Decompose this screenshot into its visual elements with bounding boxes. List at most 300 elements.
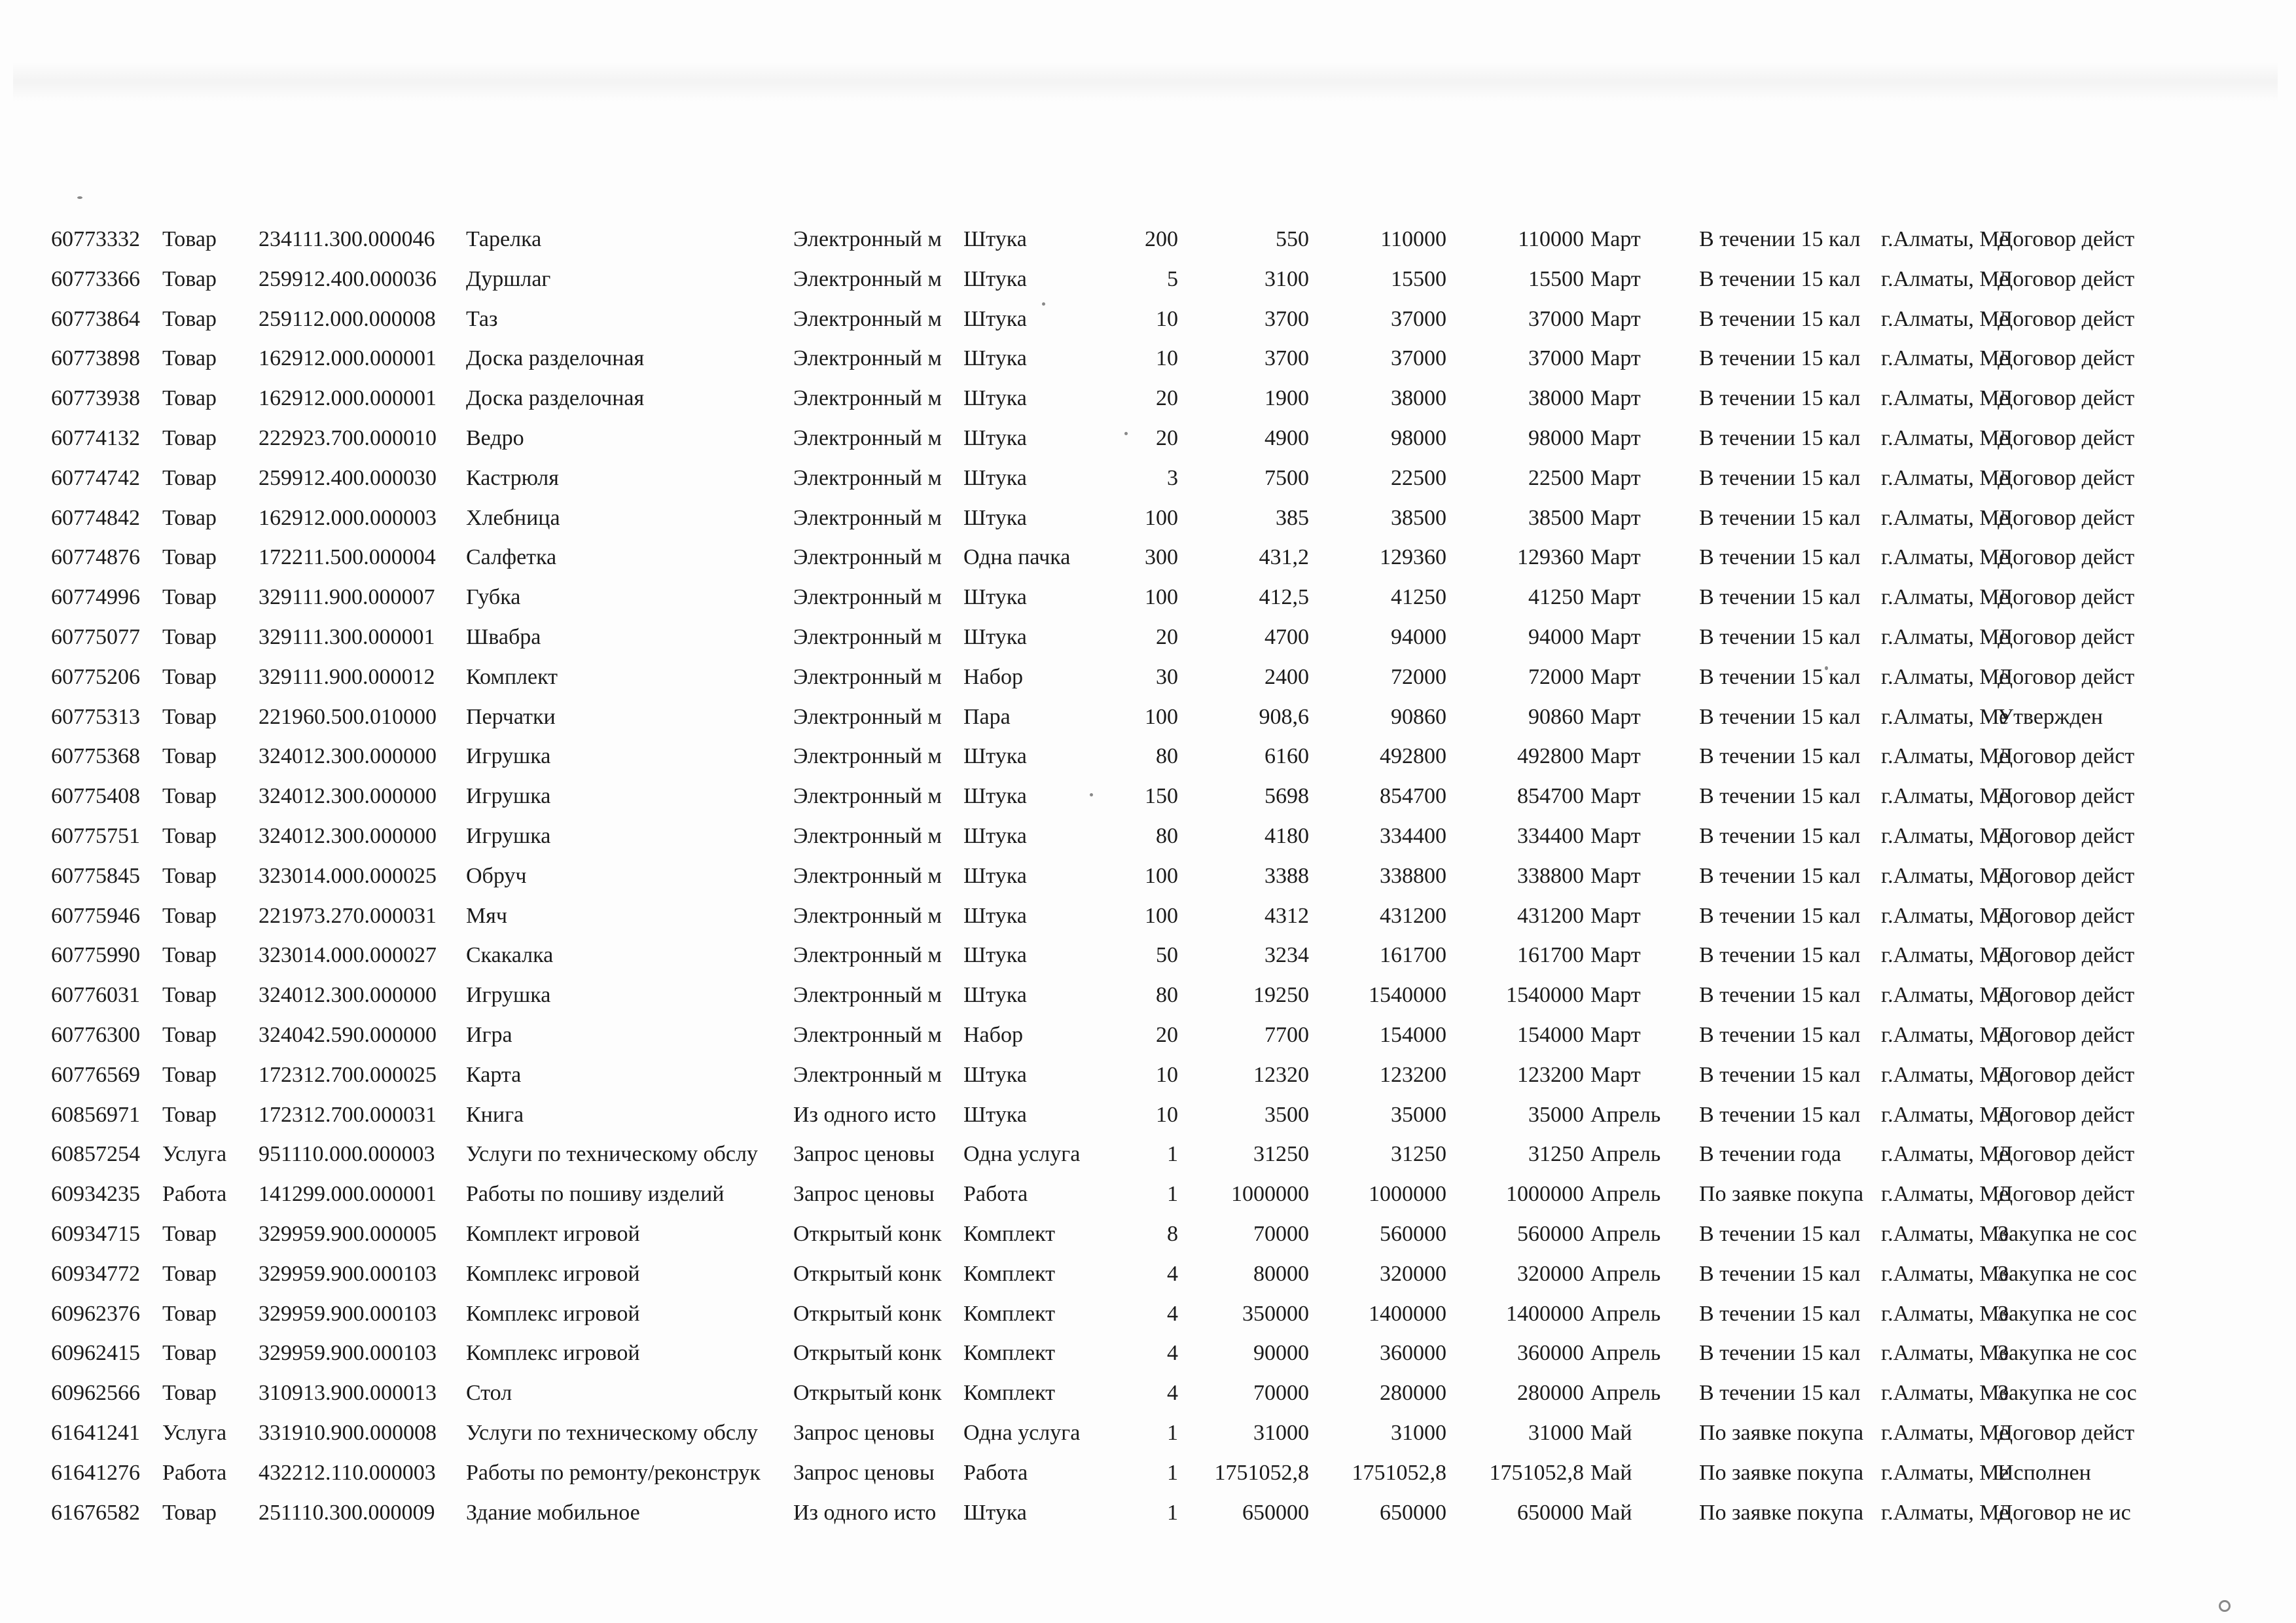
table-row: [0, 1015, 2296, 1055]
total-amount-cell: 154000: [1380, 1022, 1446, 1047]
planned-amount-cell: 98000: [1528, 425, 1584, 450]
quantity-cell: 1: [1167, 1142, 1178, 1167]
table-row: [0, 816, 2296, 856]
item-type-cell: Товар: [162, 386, 217, 411]
procurement-method-cell: Электронный м: [793, 784, 942, 809]
month-cell: Апрель: [1590, 1142, 1661, 1167]
item-type-cell: Товар: [162, 744, 217, 769]
item-name-cell: Доска разделочная: [466, 346, 645, 371]
status-cell: Договор дейст: [1998, 266, 2135, 291]
table-row: [0, 1333, 2296, 1373]
table-row: [0, 577, 2296, 617]
item-type-cell: Товар: [162, 1261, 217, 1286]
month-cell: Апрель: [1590, 1301, 1661, 1326]
delivery-place-cell: г.Алматы, Ме: [1881, 465, 2009, 490]
quantity-cell: 300: [1145, 545, 1178, 570]
unit-of-measure-cell: Пара: [963, 704, 1011, 729]
delivery-place-cell: г.Алматы, Ме: [1881, 784, 2009, 809]
lot-id-cell: 60775077: [51, 624, 140, 649]
quantity-cell: 30: [1156, 664, 1178, 689]
total-amount-cell: 110000: [1380, 227, 1446, 251]
delivery-place-cell: г.Алматы, Ме: [1881, 1381, 2009, 1406]
unit-price-cell: 3388: [1265, 863, 1309, 888]
item-type-cell: Товар: [162, 1022, 217, 1047]
table-row: [0, 1095, 2296, 1135]
lot-id-cell: 60773938: [51, 386, 140, 411]
lot-id-cell: 60934772: [51, 1261, 140, 1286]
table-row: [0, 1413, 2296, 1453]
item-name-cell: Комплекс игровой: [466, 1301, 640, 1326]
table-row: [0, 896, 2296, 936]
delivery-term-cell: В течении 15 кал: [1699, 1062, 1861, 1087]
delivery-place-cell: г.Алматы, Ме: [1881, 903, 2009, 928]
delivery-term-cell: В течении 15 кал: [1699, 346, 1861, 371]
scan-artifact: [13, 62, 2278, 101]
lot-id-cell: 61676582: [51, 1500, 140, 1525]
item-code-cell: 324012.300.000000: [259, 983, 437, 1008]
table-row: [0, 1174, 2296, 1214]
unit-price-cell: 3700: [1265, 306, 1309, 331]
table-row: [0, 935, 2296, 975]
planned-amount-cell: 154000: [1517, 1022, 1584, 1047]
total-amount-cell: 854700: [1380, 784, 1446, 809]
delivery-term-cell: По заявке покупа: [1699, 1420, 1864, 1445]
item-code-cell: 259912.400.000036: [259, 266, 437, 291]
planned-amount-cell: 360000: [1517, 1341, 1584, 1366]
unit-of-measure-cell: Штука: [963, 983, 1027, 1008]
delivery-place-cell: г.Алматы, Ме: [1881, 545, 2009, 570]
item-type-cell: Товар: [162, 983, 217, 1008]
month-cell: Апрель: [1590, 1261, 1661, 1286]
delivery-place-cell: г.Алматы, Ме: [1881, 386, 2009, 411]
unit-of-measure-cell: Штука: [963, 1102, 1027, 1127]
item-name-cell: Кастрюля: [466, 465, 559, 490]
item-code-cell: 324042.590.000000: [259, 1022, 437, 1047]
unit-price-cell: 650000: [1242, 1500, 1309, 1525]
status-cell: Договор дейст: [1998, 1142, 2135, 1167]
item-code-cell: 162912.000.000001: [259, 346, 437, 371]
quantity-cell: 20: [1156, 425, 1178, 450]
procurement-method-cell: Электронный м: [793, 823, 942, 848]
procurement-method-cell: Электронный м: [793, 266, 942, 291]
status-cell: Договор дейст: [1998, 1062, 2135, 1087]
item-type-cell: Товар: [162, 585, 217, 610]
unit-of-measure-cell: Комплект: [963, 1261, 1056, 1286]
lot-id-cell: 60773332: [51, 227, 140, 251]
status-cell: Закупка не сос: [1998, 1301, 2137, 1326]
month-cell: Апрель: [1590, 1341, 1661, 1366]
quantity-cell: 50: [1156, 943, 1178, 968]
unit-price-cell: 908,6: [1259, 704, 1309, 729]
item-name-cell: Губка: [466, 585, 521, 610]
item-name-cell: Доска разделочная: [466, 386, 645, 411]
planned-amount-cell: 650000: [1517, 1500, 1584, 1525]
delivery-place-cell: г.Алматы, Ме: [1881, 306, 2009, 331]
unit-of-measure-cell: Одна услуга: [963, 1142, 1081, 1167]
quantity-cell: 10: [1156, 346, 1178, 371]
total-amount-cell: 1751052,8: [1352, 1460, 1446, 1485]
planned-amount-cell: 1000000: [1506, 1182, 1584, 1207]
unit-of-measure-cell: Штука: [963, 266, 1027, 291]
item-code-cell: 951110.000.000003: [259, 1142, 435, 1167]
lot-id-cell: 60775408: [51, 784, 140, 809]
month-cell: Март: [1590, 704, 1641, 729]
delivery-term-cell: В течении 15 кал: [1699, 664, 1861, 689]
unit-of-measure-cell: Работа: [963, 1460, 1028, 1485]
delivery-term-cell: В течении 15 кал: [1699, 1022, 1861, 1047]
unit-price-cell: 3700: [1265, 346, 1309, 371]
delivery-term-cell: В течении 15 кал: [1699, 784, 1861, 809]
unit-of-measure-cell: Штука: [963, 306, 1027, 331]
unit-of-measure-cell: Штука: [963, 465, 1027, 490]
status-cell: Договор дейст: [1998, 823, 2135, 848]
procurement-method-cell: Электронный м: [793, 306, 942, 331]
total-amount-cell: 37000: [1391, 346, 1446, 371]
table-row: [0, 1294, 2296, 1334]
delivery-place-cell: г.Алматы, Ме: [1881, 664, 2009, 689]
lot-id-cell: 60774132: [51, 425, 140, 450]
lot-id-cell: 60934715: [51, 1221, 140, 1246]
table-row: [0, 1453, 2296, 1493]
item-code-cell: 323014.000.000025: [259, 863, 437, 888]
total-amount-cell: 15500: [1391, 266, 1446, 291]
procurement-method-cell: Запрос ценовы: [793, 1420, 935, 1445]
table-row: [0, 219, 2296, 259]
month-cell: Март: [1590, 664, 1641, 689]
procurement-method-cell: Запрос ценовы: [793, 1182, 935, 1207]
month-cell: Апрель: [1590, 1182, 1661, 1207]
planned-amount-cell: 37000: [1528, 346, 1584, 371]
item-type-cell: Товар: [162, 1102, 217, 1127]
delivery-place-cell: г.Алматы, Ме: [1881, 1261, 2009, 1286]
quantity-cell: 4: [1167, 1261, 1178, 1286]
item-code-cell: 221973.270.000031: [259, 903, 437, 928]
unit-price-cell: 12320: [1253, 1062, 1309, 1087]
quantity-cell: 4: [1167, 1381, 1178, 1406]
item-type-cell: Товар: [162, 823, 217, 848]
item-code-cell: 324012.300.000000: [259, 823, 437, 848]
lot-id-cell: 60962376: [51, 1301, 140, 1326]
delivery-place-cell: г.Алматы, Ме: [1881, 1301, 2009, 1326]
total-amount-cell: 431200: [1380, 903, 1446, 928]
delivery-place-cell: г.Алматы, Ме: [1881, 1420, 2009, 1445]
total-amount-cell: 161700: [1380, 943, 1446, 968]
unit-of-measure-cell: Набор: [963, 1022, 1023, 1047]
unit-price-cell: 4312: [1265, 903, 1309, 928]
unit-price-cell: 3500: [1265, 1102, 1309, 1127]
table-row: [0, 1214, 2296, 1254]
planned-amount-cell: 37000: [1528, 306, 1584, 331]
table-row: [0, 697, 2296, 737]
table-row: [0, 617, 2296, 657]
month-cell: Март: [1590, 266, 1641, 291]
table-row: [0, 1055, 2296, 1095]
procurement-method-cell: Из одного исто: [793, 1500, 937, 1525]
item-code-cell: 329959.900.000103: [259, 1341, 437, 1366]
quantity-cell: 150: [1145, 784, 1178, 809]
unit-of-measure-cell: Одна услуга: [963, 1420, 1081, 1445]
status-cell: Договор дейст: [1998, 624, 2135, 649]
item-type-cell: Товар: [162, 227, 217, 251]
delivery-place-cell: г.Алматы, Ме: [1881, 744, 2009, 769]
delivery-place-cell: г.Алматы, Ме: [1881, 227, 2009, 251]
lot-id-cell: 60776031: [51, 983, 140, 1008]
quantity-cell: 8: [1167, 1221, 1178, 1246]
status-cell: Договор дейст: [1998, 1182, 2135, 1207]
unit-of-measure-cell: Штука: [963, 903, 1027, 928]
planned-amount-cell: 492800: [1517, 744, 1584, 769]
month-cell: Март: [1590, 784, 1641, 809]
lot-id-cell: 61641276: [51, 1460, 140, 1485]
item-name-cell: Обруч: [466, 863, 527, 888]
lot-id-cell: 60774876: [51, 545, 140, 570]
month-cell: Апрель: [1590, 1221, 1661, 1246]
item-type-cell: Товар: [162, 505, 217, 530]
status-cell: Закупка не сос: [1998, 1381, 2137, 1406]
lot-id-cell: 60776569: [51, 1062, 140, 1087]
lot-id-cell: 60775990: [51, 943, 140, 968]
unit-price-cell: 1900: [1265, 386, 1309, 411]
item-name-cell: Игра: [466, 1022, 512, 1047]
month-cell: Март: [1590, 227, 1641, 251]
procurement-method-cell: Электронный м: [793, 903, 942, 928]
item-type-cell: Товар: [162, 903, 217, 928]
procurement-method-cell: Электронный м: [793, 346, 942, 371]
item-name-cell: Игрушка: [466, 983, 551, 1008]
procurement-method-cell: Электронный м: [793, 624, 942, 649]
unit-of-measure-cell: Штука: [963, 346, 1027, 371]
total-amount-cell: 650000: [1380, 1500, 1446, 1525]
total-amount-cell: 31250: [1391, 1142, 1446, 1167]
procurement-method-cell: Открытый конк: [793, 1261, 942, 1286]
delivery-place-cell: г.Алматы, Ме: [1881, 704, 2009, 729]
delivery-place-cell: г.Алматы, Ме: [1881, 1341, 2009, 1366]
unit-of-measure-cell: Набор: [963, 664, 1023, 689]
planned-amount-cell: 560000: [1517, 1221, 1584, 1246]
lot-id-cell: 60934235: [51, 1182, 140, 1207]
procurement-method-cell: Электронный м: [793, 744, 942, 769]
unit-of-measure-cell: Штука: [963, 386, 1027, 411]
delivery-place-cell: г.Алматы, Ме: [1881, 1221, 2009, 1246]
item-code-cell: 259112.000.000008: [259, 306, 436, 331]
planned-amount-cell: 31000: [1528, 1420, 1584, 1445]
status-cell: Договор дейст: [1998, 346, 2135, 371]
procurement-method-cell: Открытый конк: [793, 1381, 942, 1406]
delivery-term-cell: По заявке покупа: [1699, 1500, 1864, 1525]
total-amount-cell: 72000: [1391, 664, 1446, 689]
delivery-place-cell: г.Алматы, Ме: [1881, 983, 2009, 1008]
quantity-cell: 1: [1167, 1460, 1178, 1485]
quantity-cell: 100: [1145, 585, 1178, 610]
planned-amount-cell: 161700: [1517, 943, 1584, 968]
month-cell: Март: [1590, 306, 1641, 331]
delivery-term-cell: В течении 15 кал: [1699, 744, 1861, 769]
delivery-place-cell: г.Алматы, Ме: [1881, 624, 2009, 649]
total-amount-cell: 360000: [1380, 1341, 1446, 1366]
planned-amount-cell: 15500: [1528, 266, 1584, 291]
item-name-cell: Мяч: [466, 903, 507, 928]
quantity-cell: 1: [1167, 1500, 1178, 1525]
unit-price-cell: 3100: [1265, 266, 1309, 291]
total-amount-cell: 129360: [1380, 545, 1446, 570]
table-row: [0, 736, 2296, 776]
planned-amount-cell: 320000: [1517, 1261, 1584, 1286]
total-amount-cell: 492800: [1380, 744, 1446, 769]
item-code-cell: 162912.000.000001: [259, 386, 437, 411]
lot-id-cell: 60774996: [51, 585, 140, 610]
table-row: [0, 776, 2296, 816]
total-amount-cell: 22500: [1391, 465, 1446, 490]
procurement-method-cell: Электронный м: [793, 386, 942, 411]
item-code-cell: 329959.900.000103: [259, 1261, 437, 1286]
unit-price-cell: 1751052,8: [1214, 1460, 1309, 1485]
status-cell: Закупка не сос: [1998, 1261, 2137, 1286]
procurement-method-cell: Электронный м: [793, 863, 942, 888]
status-cell: Закупка не сос: [1998, 1221, 2137, 1246]
item-name-cell: Книга: [466, 1102, 524, 1127]
item-type-cell: Товар: [162, 784, 217, 809]
quantity-cell: 20: [1156, 624, 1178, 649]
total-amount-cell: 123200: [1380, 1062, 1446, 1087]
status-cell: Договор дейст: [1998, 903, 2135, 928]
delivery-place-cell: г.Алматы, Ме: [1881, 1062, 2009, 1087]
delivery-place-cell: г.Алматы, Ме: [1881, 1022, 2009, 1047]
total-amount-cell: 98000: [1391, 425, 1446, 450]
total-amount-cell: 35000: [1391, 1102, 1446, 1127]
delivery-place-cell: г.Алматы, Ме: [1881, 1460, 2009, 1485]
unit-price-cell: 4700: [1265, 624, 1309, 649]
table-row: [0, 299, 2296, 339]
quantity-cell: 80: [1156, 983, 1178, 1008]
delivery-term-cell: В течении 15 кал: [1699, 505, 1861, 530]
total-amount-cell: 38000: [1391, 386, 1446, 411]
delivery-place-cell: г.Алматы, Ме: [1881, 823, 2009, 848]
item-name-cell: Игрушка: [466, 784, 551, 809]
item-type-cell: Товар: [162, 346, 217, 371]
item-type-cell: Товар: [162, 1341, 217, 1366]
total-amount-cell: 90860: [1391, 704, 1446, 729]
delivery-place-cell: г.Алматы, Ме: [1881, 1500, 2009, 1525]
item-name-cell: Комплект: [466, 664, 558, 689]
planned-amount-cell: 72000: [1528, 664, 1584, 689]
delivery-term-cell: В течении 15 кал: [1699, 545, 1861, 570]
status-cell: Договор дейст: [1998, 425, 2135, 450]
lot-id-cell: 60775368: [51, 744, 140, 769]
lot-id-cell: 60773864: [51, 306, 140, 331]
status-cell: Договор дейст: [1998, 784, 2135, 809]
unit-of-measure-cell: Работа: [963, 1182, 1028, 1207]
total-amount-cell: 320000: [1380, 1261, 1446, 1286]
quantity-cell: 20: [1156, 386, 1178, 411]
quantity-cell: 4: [1167, 1301, 1178, 1326]
item-type-cell: Товар: [162, 266, 217, 291]
quantity-cell: 100: [1145, 704, 1178, 729]
delivery-term-cell: В течении 15 кал: [1699, 1301, 1861, 1326]
total-amount-cell: 37000: [1391, 306, 1446, 331]
unit-price-cell: 5698: [1265, 784, 1309, 809]
quantity-cell: 5: [1167, 266, 1178, 291]
delivery-place-cell: г.Алматы, Ме: [1881, 1142, 2009, 1167]
status-cell: Договор не ис: [1998, 1500, 2131, 1525]
table-row: [0, 856, 2296, 896]
planned-amount-cell: 854700: [1517, 784, 1584, 809]
quantity-cell: 100: [1145, 863, 1178, 888]
item-code-cell: 259912.400.000030: [259, 465, 437, 490]
item-type-cell: Товар: [162, 704, 217, 729]
lot-id-cell: 60962415: [51, 1341, 140, 1366]
delivery-term-cell: В течении года: [1699, 1142, 1842, 1167]
table-row: [0, 1493, 2296, 1533]
month-cell: Март: [1590, 425, 1641, 450]
unit-price-cell: 6160: [1265, 744, 1309, 769]
item-type-cell: Товар: [162, 545, 217, 570]
item-name-cell: Салфетка: [466, 545, 557, 570]
item-name-cell: Услуги по техническому обслу: [466, 1420, 758, 1445]
unit-price-cell: 350000: [1242, 1301, 1309, 1326]
delivery-place-cell: г.Алматы, Ме: [1881, 1102, 2009, 1127]
item-name-cell: Карта: [466, 1062, 522, 1087]
procurement-method-cell: Из одного исто: [793, 1102, 937, 1127]
delivery-term-cell: В течении 15 кал: [1699, 306, 1861, 331]
item-code-cell: 432212.110.000003: [259, 1460, 436, 1485]
planned-amount-cell: 1540000: [1506, 983, 1584, 1008]
delivery-place-cell: г.Алматы, Ме: [1881, 346, 2009, 371]
table-row: [0, 657, 2296, 697]
planned-amount-cell: 41250: [1528, 585, 1584, 610]
lot-id-cell: 60775845: [51, 863, 140, 888]
total-amount-cell: 94000: [1391, 624, 1446, 649]
delivery-place-cell: г.Алматы, Ме: [1881, 505, 2009, 530]
table-row: [0, 378, 2296, 418]
item-code-cell: 331910.900.000008: [259, 1420, 437, 1445]
item-type-cell: Товар: [162, 664, 217, 689]
item-code-cell: 324012.300.000000: [259, 784, 437, 809]
month-cell: Март: [1590, 943, 1641, 968]
item-type-cell: Услуга: [162, 1420, 227, 1445]
unit-of-measure-cell: Штука: [963, 863, 1027, 888]
item-name-cell: Перчатки: [466, 704, 556, 729]
month-cell: Март: [1590, 744, 1641, 769]
status-cell: Договор дейст: [1998, 1022, 2135, 1047]
unit-of-measure-cell: Штука: [963, 227, 1027, 251]
item-code-cell: 221960.500.010000: [259, 704, 437, 729]
delivery-term-cell: В течении 15 кал: [1699, 1102, 1861, 1127]
planned-amount-cell: 280000: [1517, 1381, 1584, 1406]
status-cell: Договор дейст: [1998, 664, 2135, 689]
unit-price-cell: 31000: [1253, 1420, 1309, 1445]
planned-amount-cell: 129360: [1517, 545, 1584, 570]
month-cell: Март: [1590, 863, 1641, 888]
item-code-cell: 222923.700.000010: [259, 425, 437, 450]
planned-amount-cell: 35000: [1528, 1102, 1584, 1127]
status-cell: Договор дейст: [1998, 744, 2135, 769]
total-amount-cell: 1540000: [1369, 983, 1446, 1008]
status-cell: Договор дейст: [1998, 545, 2135, 570]
item-name-cell: Игрушка: [466, 744, 551, 769]
month-cell: Май: [1590, 1420, 1632, 1445]
delivery-term-cell: В течении 15 кал: [1699, 1221, 1861, 1246]
unit-price-cell: 90000: [1253, 1341, 1309, 1366]
planned-amount-cell: 38500: [1528, 505, 1584, 530]
unit-price-cell: 385: [1276, 505, 1309, 530]
delivery-term-cell: В течении 15 кал: [1699, 704, 1861, 729]
month-cell: Март: [1590, 983, 1641, 1008]
unit-of-measure-cell: Комплект: [963, 1301, 1056, 1326]
procurement-method-cell: Электронный м: [793, 545, 942, 570]
status-cell: Договор дейст: [1998, 863, 2135, 888]
scan-speck: [2219, 1600, 2231, 1612]
item-name-cell: Услуги по техническому обслу: [466, 1142, 758, 1167]
